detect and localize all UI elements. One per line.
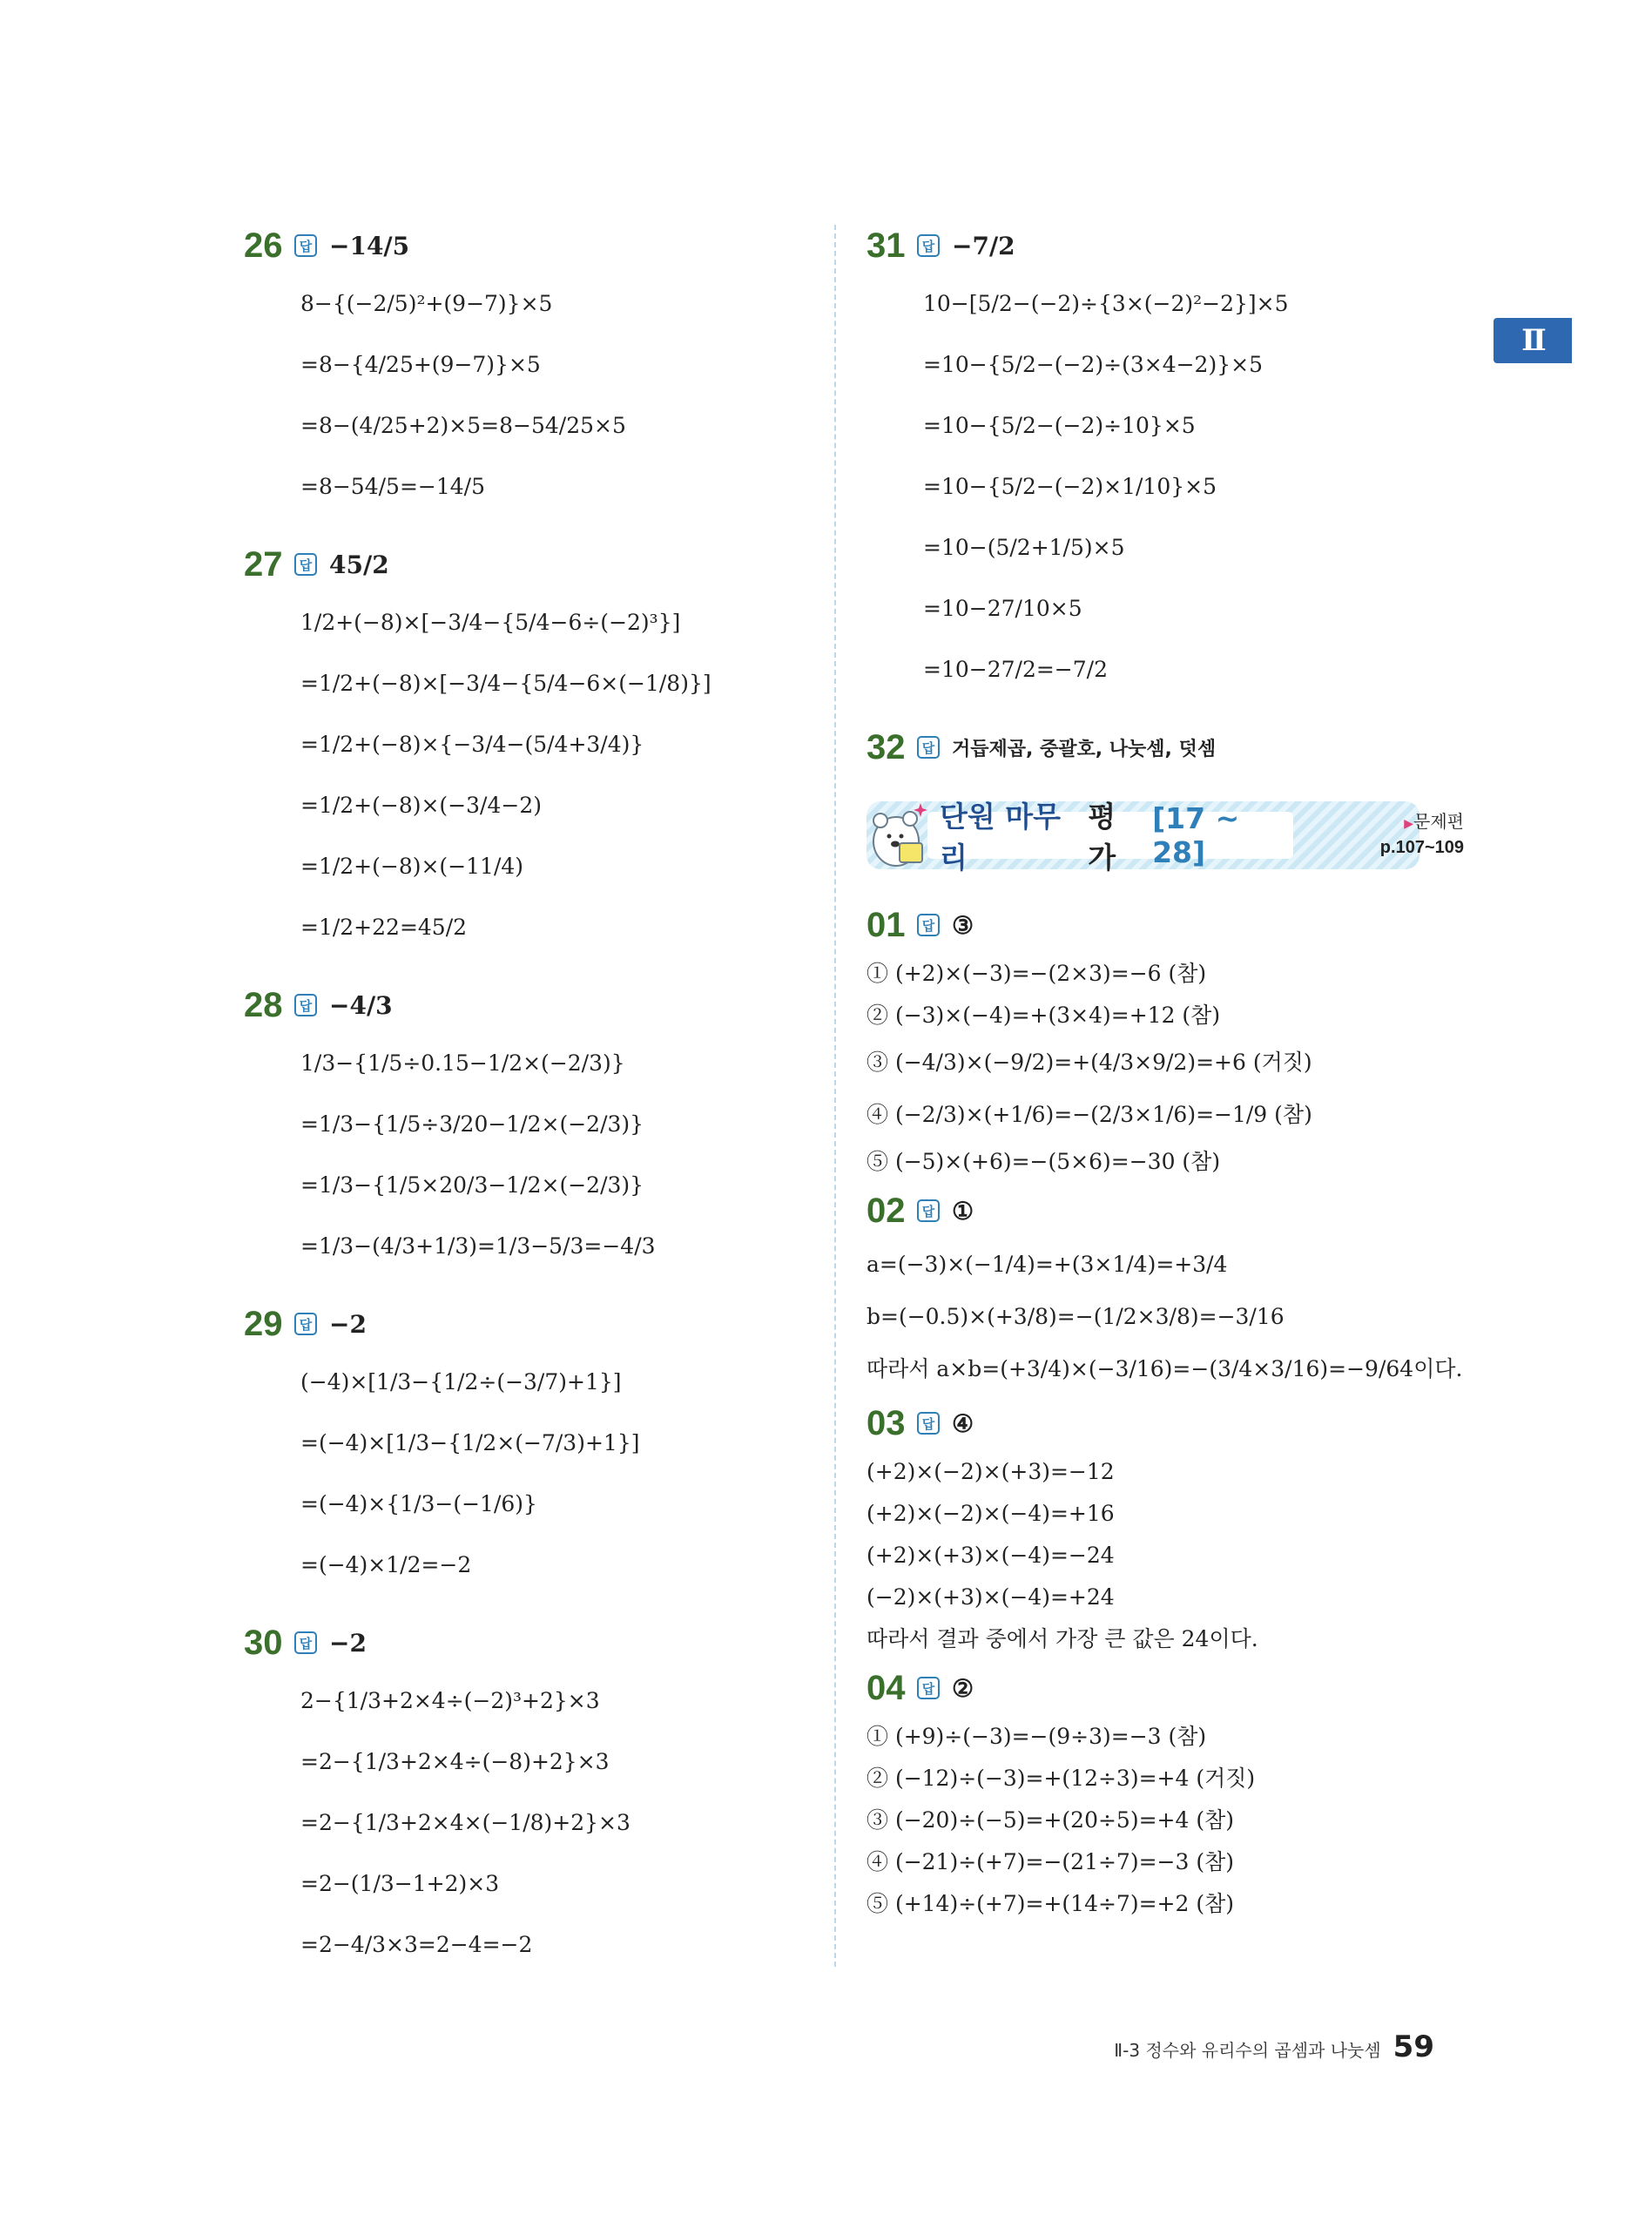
solution-line: (+2)×(−2)×(+3)=−12 — [866, 1459, 1115, 1484]
answer-badge: 답 — [294, 1631, 317, 1654]
solution-line: =1/3−(4/3+1/3)=1/3−5/3=−4/3 — [300, 1233, 656, 1259]
answer-badge: 답 — [917, 234, 940, 257]
solution-line: =10−{5/2−(−2)÷(3×4−2)}×5 — [923, 352, 1263, 377]
problem-number: 28 — [244, 985, 283, 1024]
problem-number: 27 — [244, 544, 283, 584]
bear-mascot-icon — [868, 798, 929, 869]
banner-title-text: 단원 마무리 — [940, 800, 1062, 875]
solution-line: =10−27/2=−7/2 — [923, 657, 1108, 682]
answer-badge: 답 — [294, 1313, 317, 1335]
solution-line: =2−4/3×3=2−4=−2 — [300, 1932, 533, 1957]
problem-number: 29 — [244, 1304, 283, 1343]
solution-line: a=(−3)×(−1/4)=+(3×1/4)=+3/4 — [866, 1252, 1228, 1277]
answer-badge: 답 — [294, 553, 317, 576]
answer-badge: 답 — [917, 1199, 940, 1222]
solution-line: =2−(1/3−1+2)×3 — [300, 1871, 500, 1896]
review-02 — [866, 1183, 1467, 1395]
solution-line: =1/3−{1/5×20/3−1/2×(−2/3)} — [300, 1172, 644, 1198]
solution-line: =8−{4/25+(9−7)}×5 — [300, 352, 541, 377]
solution-line: 따라서 a×b=(+3/4)×(−3/16)=−(3/4×3/16)=−9/64이다. — [866, 1356, 1463, 1381]
answer: −14/5 — [329, 231, 410, 260]
solution-line: (−2)×(+3)×(−4)=+24 — [866, 1584, 1115, 1610]
answer-badge: 답 — [917, 736, 940, 759]
solution-line: =(−4)×1/2=−2 — [300, 1552, 472, 1577]
answer: −2 — [329, 1628, 367, 1658]
answer: −4/3 — [329, 990, 393, 1020]
answer-badge: 답 — [917, 1412, 940, 1435]
banner-reference — [1380, 810, 1464, 860]
solution-line: ④ (−21)÷(+7)=−(21÷7)=−3 (참) — [866, 1849, 1234, 1874]
answer-badge: 답 — [294, 994, 317, 1016]
problem-28 — [244, 977, 801, 1277]
reference-pages: p.107~109 — [1379, 838, 1464, 857]
solution-line: (+2)×(+3)×(−4)=−24 — [866, 1543, 1115, 1568]
answer: ④ — [952, 1408, 974, 1438]
solution-line: ① (+9)÷(−3)=−(9÷3)=−3 (참) — [866, 1724, 1207, 1749]
solution-line: 10−[5/2−(−2)÷{3×(−2)²−2}]×5 — [923, 291, 1289, 316]
solution-line: =1/2+(−8)×[−3/4−{5/4−6×(−1/8)}] — [300, 671, 711, 696]
solution-line: b=(−0.5)×(+3/8)=−(1/2×3/8)=−3/16 — [866, 1304, 1285, 1329]
problem-31 — [866, 218, 1467, 700]
solution-line: 2−{1/3+2×4÷(−2)³+2}×3 — [300, 1688, 600, 1713]
banner-range: [17 ~ 28] — [1152, 801, 1240, 869]
problem-30 — [244, 1615, 801, 1975]
solution-line: =8−54/5=−14/5 — [300, 474, 485, 499]
answer-badge: 답 — [917, 914, 940, 936]
solution-line: =8−(4/25+2)×5=8−54/25×5 — [300, 413, 626, 438]
problem-number: 02 — [866, 1191, 906, 1230]
answer: −2 — [329, 1309, 367, 1339]
solution-line: =1/3−{1/5÷3/20−1/2×(−2/3)} — [300, 1111, 644, 1137]
problem-number: 31 — [866, 226, 906, 265]
answer: 45/2 — [329, 550, 389, 579]
reference-label: 문제편 — [1413, 813, 1464, 832]
solution-line: =10−(5/2+1/5)×5 — [923, 535, 1125, 560]
solution-line: =(−4)×[1/3−{1/2×(−7/3)+1}] — [300, 1430, 640, 1455]
solution-line: ③ (−4/3)×(−9/2)=+(4/3×9/2)=+6 (거짓) — [866, 1050, 1312, 1075]
answer: ② — [952, 1673, 974, 1703]
solution-line: ⑤ (−5)×(+6)=−(5×6)=−30 (참) — [866, 1149, 1221, 1174]
solution-line: 1/2+(−8)×[−3/4−{5/4−6÷(−2)³}] — [300, 610, 681, 635]
solution-line: (+2)×(−2)×(−4)=+16 — [866, 1501, 1115, 1526]
problem-number: 01 — [866, 905, 906, 944]
left-column — [244, 218, 801, 1975]
column-divider — [834, 225, 836, 1967]
solution-line: (−4)×[1/3−{1/2÷(−3/7)+1}] — [300, 1369, 622, 1395]
banner-title-bold: 평가 — [1088, 800, 1116, 875]
solution-line: ① (+2)×(−3)=−(2×3)=−6 (참) — [866, 961, 1207, 986]
problem-number: 30 — [244, 1623, 283, 1662]
problem-number: 32 — [866, 727, 906, 766]
review-03 — [866, 1395, 1467, 1660]
answer: ① — [952, 1196, 974, 1226]
unit-review-banner — [866, 800, 1467, 875]
banner-title — [927, 800, 1293, 875]
problem-number: 04 — [866, 1668, 906, 1707]
solution-line: 8−{(−2/5)²+(9−7)}×5 — [300, 291, 553, 316]
solution-line: 따라서 결과 중에서 가장 큰 값은 24이다. — [866, 1626, 1258, 1651]
solution-line: =2−{1/3+2×4÷(−8)+2}×3 — [300, 1749, 610, 1774]
solution-line: =(−4)×{1/3−(−1/6)} — [300, 1491, 537, 1516]
page-footer — [1114, 2029, 1434, 2064]
review-04 — [866, 1660, 1467, 1925]
problem-32 — [866, 719, 1467, 775]
triangle-arrow-icon: ▶ — [1404, 816, 1414, 830]
right-column — [866, 218, 1467, 1925]
answer-badge: 답 — [294, 234, 317, 257]
problem-29 — [244, 1296, 801, 1596]
solution-line: 1/3−{1/5÷0.15−1/2×(−2/3)} — [300, 1050, 625, 1076]
problem-number: 03 — [866, 1403, 906, 1442]
solution-line: ② (−3)×(−4)=+(3×4)=+12 (참) — [866, 1003, 1221, 1028]
problem-27 — [244, 537, 801, 958]
solution-line: =10−{5/2−(−2)÷10}×5 — [923, 413, 1196, 438]
solution-line: =1/2+(−8)×(−11/4) — [300, 854, 524, 879]
answer: −7/2 — [952, 231, 1015, 260]
review-01 — [866, 897, 1467, 1183]
solution-line: ③ (−20)÷(−5)=+(20÷5)=+4 (참) — [866, 1807, 1234, 1833]
solution-line: =2−{1/3+2×4×(−1/8)+2}×3 — [300, 1810, 630, 1835]
solution-line: ⑤ (+14)÷(+7)=+(14÷7)=+2 (참) — [866, 1891, 1234, 1916]
answer: 거듭제곱, 중괄호, 나눗셈, 덧셈 — [952, 738, 1217, 760]
answer-badge: 답 — [917, 1677, 940, 1699]
answer: ③ — [952, 910, 974, 940]
solution-line: =10−27/10×5 — [923, 596, 1082, 621]
problem-number: 26 — [244, 226, 283, 265]
solution-line: =1/2+22=45/2 — [300, 915, 468, 940]
solution-line: ④ (−2/3)×(+1/6)=−(2/3×1/6)=−1/9 (참) — [866, 1102, 1312, 1127]
solution-line: ② (−12)÷(−3)=+(12÷3)=+4 (거짓) — [866, 1766, 1256, 1791]
solution-line: =1/2+(−8)×(−3/4−2) — [300, 793, 542, 818]
section-title: Ⅱ-3 정수와 유리수의 곱셈과 나눗셈 — [1114, 2040, 1381, 2061]
solution-line: =10−{5/2−(−2)×1/10}×5 — [923, 474, 1217, 499]
page-number: 59 — [1392, 2029, 1434, 2064]
chapter-tab: Ⅱ — [1494, 318, 1572, 363]
solution-line: =1/2+(−8)×{−3/4−(5/4+3/4)} — [300, 732, 644, 757]
problem-26 — [244, 218, 801, 517]
